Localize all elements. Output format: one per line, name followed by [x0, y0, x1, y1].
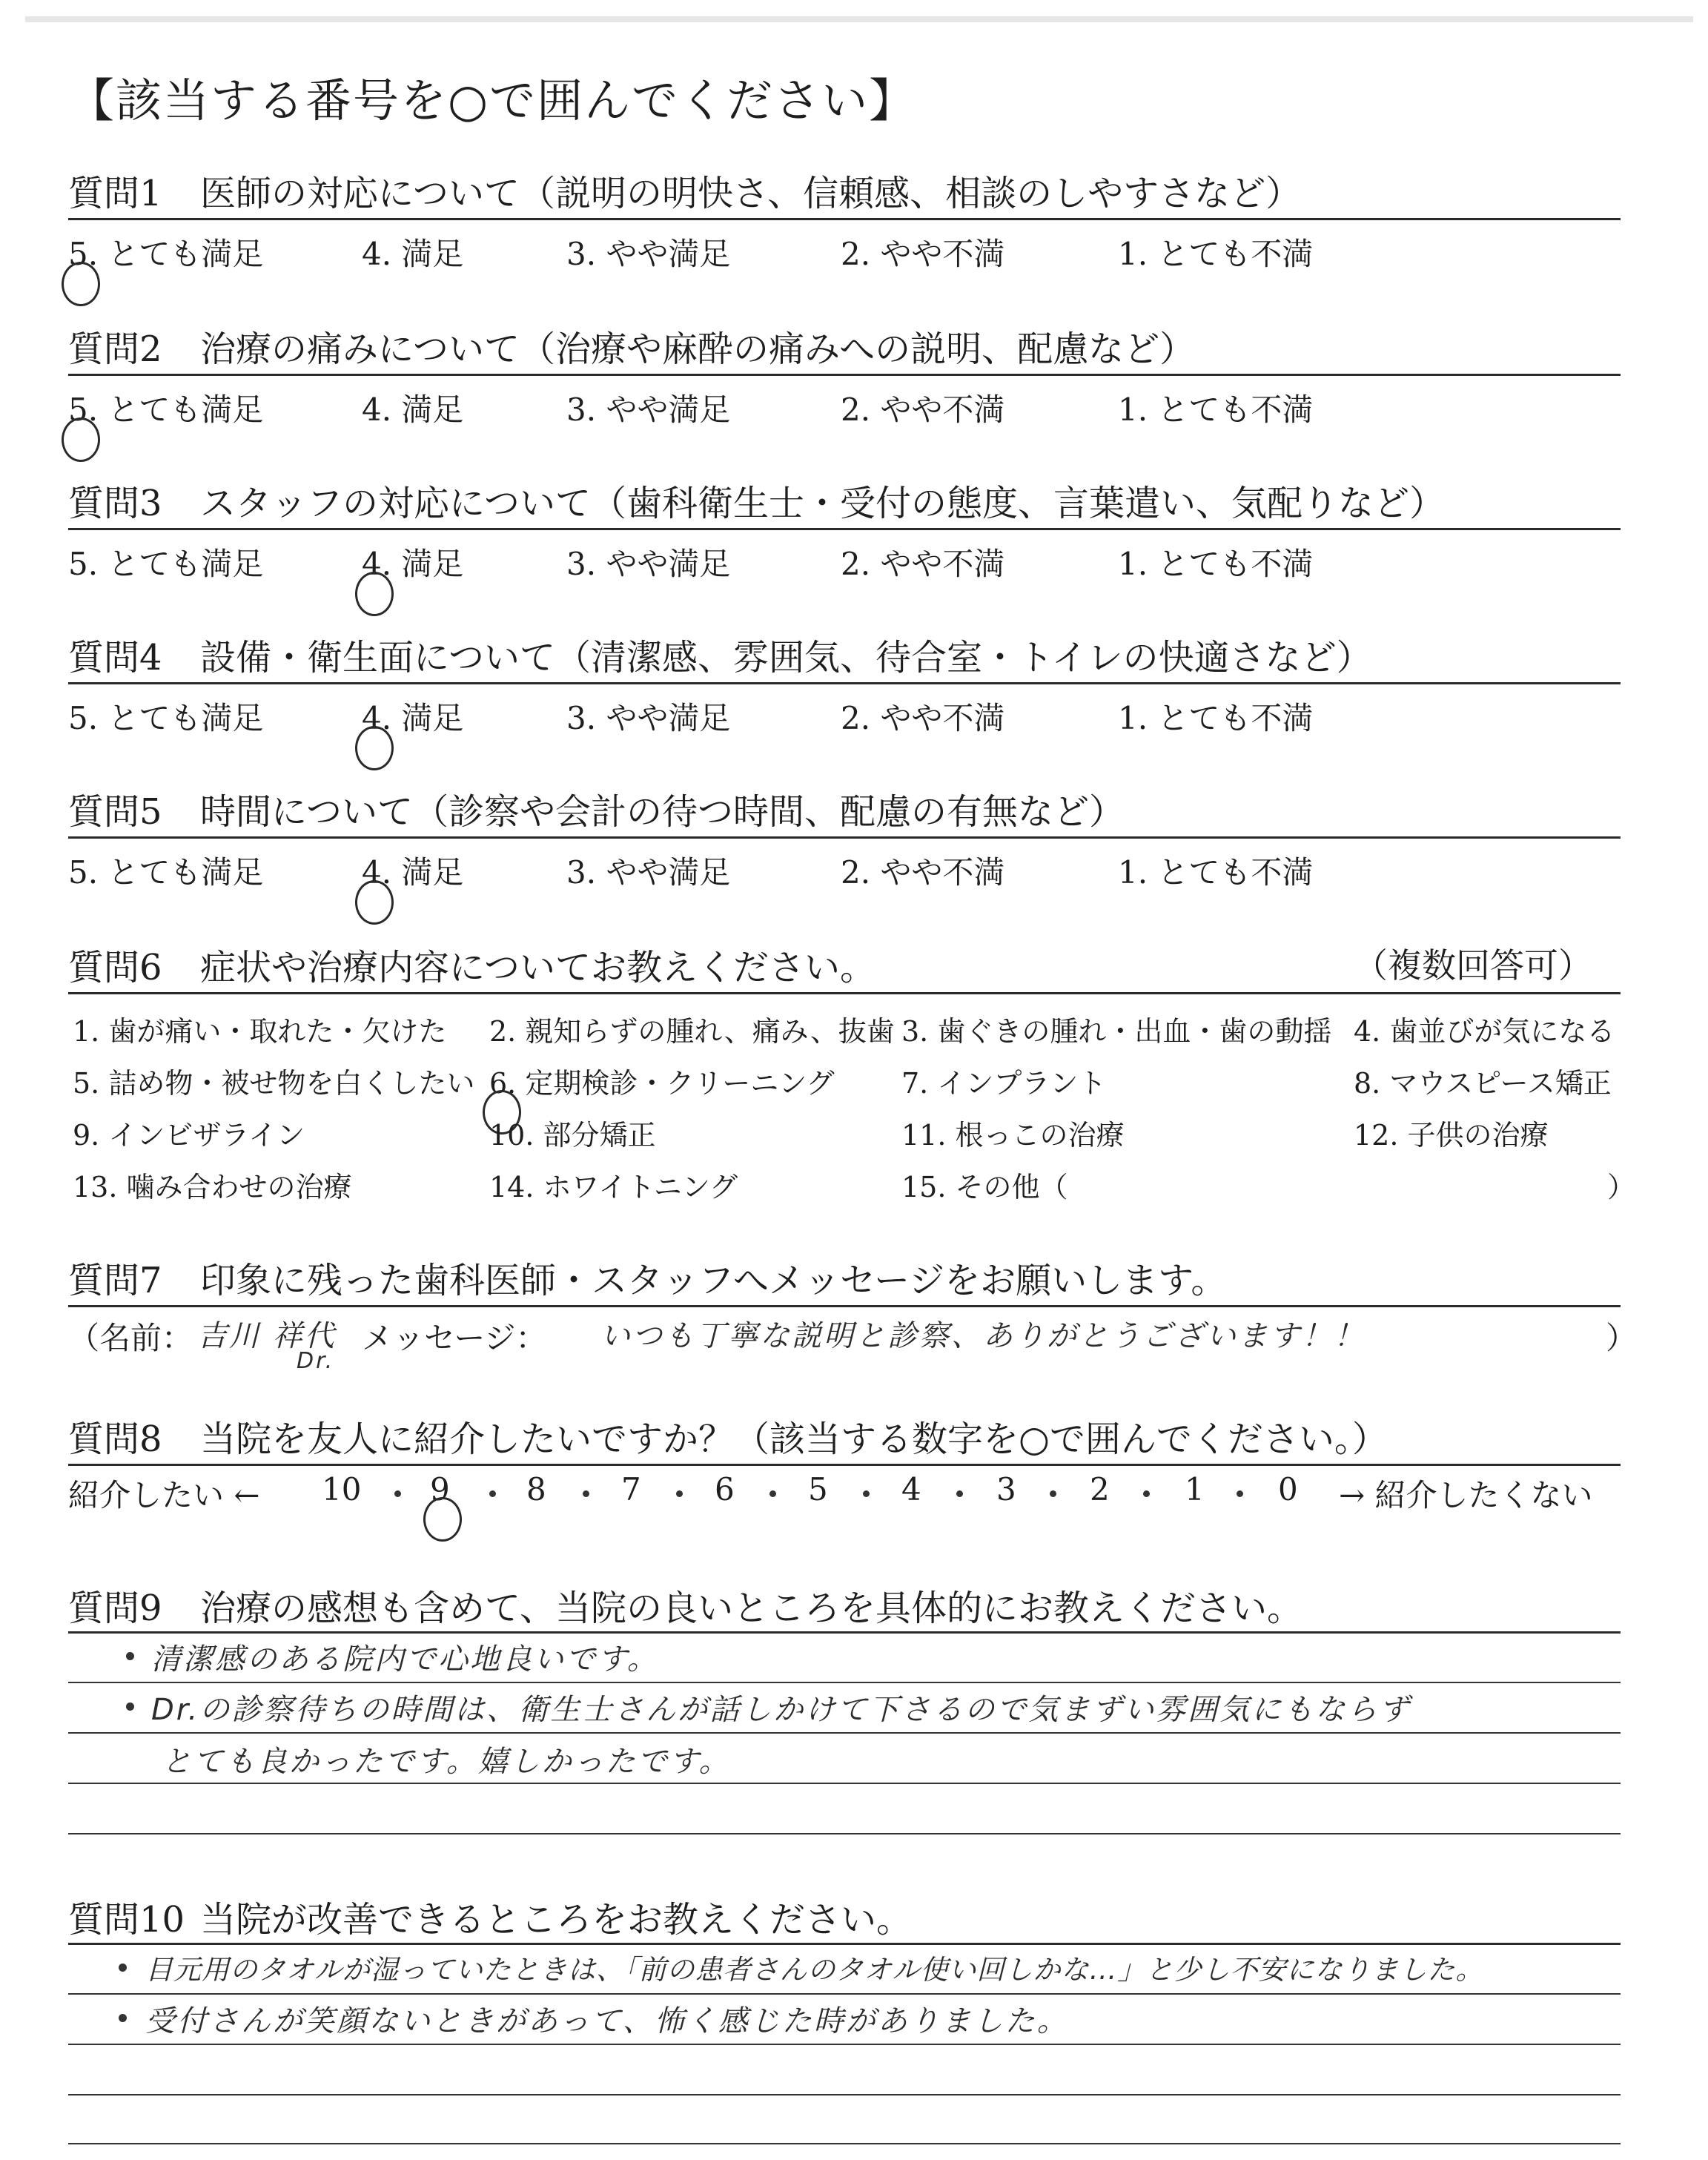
- q6-item-10[interactable]: 10. 部分矯正: [489, 1119, 656, 1152]
- q6-item-14[interactable]: 14. ホワイトニング: [489, 1171, 738, 1203]
- q9-answer-1[interactable]: 清潔感のある院内で心地良いです。: [151, 1642, 659, 1677]
- scale-1[interactable]: 1: [1185, 1471, 1205, 1507]
- answer-line: [68, 2094, 1621, 2095]
- page-title: 【該当する番号を○で囲んでください】: [68, 73, 917, 128]
- q6-item-11[interactable]: 11. 根っこの治療: [901, 1119, 1125, 1152]
- question-number: 質問3: [68, 483, 162, 524]
- question-3-heading: [68, 475, 1445, 526]
- question-number: 質問1: [68, 173, 162, 214]
- close-paren: ）: [1606, 1320, 1638, 1356]
- question-text: 治療の痛みについて（治療や麻酔の痛みへの説明、配慮など）: [200, 328, 1196, 370]
- question-number: 質問6: [68, 947, 162, 988]
- question-number: 質問10: [68, 1899, 185, 1941]
- question-text: 当院が改善できるところをお教えください。: [200, 1899, 913, 1941]
- q4-option-3[interactable]: 3. やや満足: [566, 700, 731, 736]
- q6-item-3[interactable]: 3. 歯ぐきの腫れ・出血・歯の動揺: [901, 1015, 1332, 1048]
- q3-option-5[interactable]: 5. とても満足: [68, 546, 264, 582]
- q1-option-1[interactable]: 1. とても不満: [1118, 236, 1314, 272]
- scale-3[interactable]: 3: [996, 1471, 1016, 1507]
- question-2-heading: [68, 320, 1195, 371]
- divider: [68, 992, 1621, 994]
- q6-item-15[interactable]: 15. その他（: [901, 1171, 1068, 1203]
- answer-line: [68, 2044, 1621, 2045]
- q5-option-1[interactable]: 1. とても不満: [1118, 854, 1314, 891]
- scale-separator: [1050, 1490, 1056, 1497]
- question-4-heading: [68, 629, 1372, 680]
- scale-separator: [1237, 1490, 1243, 1497]
- answer-line: [68, 1783, 1621, 1784]
- q6-item-4[interactable]: 4. 歯並びが気になる: [1354, 1015, 1615, 1048]
- q6-item-1[interactable]: 1. 歯が痛い・取れた・欠けた: [73, 1015, 447, 1048]
- bullet: [126, 1702, 134, 1711]
- question-number: 質問5: [68, 791, 162, 833]
- q4-option-2[interactable]: 2. やや不満: [841, 700, 1005, 736]
- question-number: 質問4: [68, 637, 162, 678]
- q9-answer-2[interactable]: Dr.の診察待ちの時間は、衛生士さんが話しかけて下さるので気まずい雰囲気にもならず: [151, 1693, 1411, 1727]
- divider: [68, 1943, 1621, 1945]
- question-number: 質問9: [68, 1588, 162, 1629]
- scale-10[interactable]: 10: [322, 1471, 362, 1507]
- q2-option-1[interactable]: 1. とても不満: [1118, 392, 1314, 428]
- q1-option-4[interactable]: 4. 満足: [362, 236, 464, 272]
- q6-item-6[interactable]: 6. 定期検診・クリーニング: [489, 1067, 835, 1100]
- q6-item-13[interactable]: 13. 噛み合わせの治療: [73, 1171, 352, 1203]
- q6-item-5[interactable]: 5. 詰め物・被せ物を白くしたい: [73, 1067, 475, 1100]
- scale-2[interactable]: 2: [1090, 1471, 1110, 1507]
- q6-item-8[interactable]: 8. マウスピース矯正: [1354, 1067, 1612, 1100]
- q5-option-2[interactable]: 2. やや不満: [841, 854, 1005, 891]
- divider: [68, 836, 1621, 839]
- question-5-heading: [68, 783, 1125, 834]
- answer-line: [68, 2143, 1621, 2144]
- question-number: 質問7: [68, 1260, 162, 1301]
- question-text: 当院を友人に紹介したいですか？（該当する数字を○で囲んでください。）: [200, 1418, 1388, 1460]
- q1-option-2[interactable]: 2. やや不満: [841, 236, 1005, 272]
- scale-7[interactable]: 7: [621, 1471, 641, 1507]
- q2-option-4[interactable]: 4. 満足: [362, 392, 464, 428]
- question-text: 治療の感想も含めて、当院の良いところを具体的にお教えください。: [200, 1588, 1303, 1629]
- q9-answer-3[interactable]: とても良かったです。嬉しかったです。: [162, 1745, 731, 1779]
- q5-option-5[interactable]: 5. とても満足: [68, 854, 264, 891]
- q5-option-3[interactable]: 3. やや満足: [566, 854, 731, 891]
- name-value[interactable]: 吉川 祥代: [197, 1319, 337, 1353]
- scale-4[interactable]: 4: [901, 1471, 921, 1507]
- q6-item-12[interactable]: 12. 子供の治療: [1354, 1119, 1549, 1152]
- question-text: 設備・衛生面について（清潔感、雰囲気、待合室・トイレの快適さなど）: [200, 637, 1372, 678]
- message-label: メッセージ：: [362, 1320, 547, 1356]
- scan-top-edge: [25, 16, 1693, 22]
- divider: [68, 1305, 1621, 1307]
- divider: [68, 374, 1621, 376]
- scale-separator: [489, 1490, 496, 1497]
- q1-option-3[interactable]: 3. やや満足: [566, 236, 731, 272]
- answer-line: [68, 1993, 1621, 1995]
- q3-option-4[interactable]: 4. 満足: [362, 546, 464, 582]
- scale-separator: [583, 1490, 589, 1497]
- divider: [68, 1464, 1621, 1466]
- q10-answer-1[interactable]: 目元用のタオルが湿っていたときは、「前の患者さんのタオル使い回しかな…」と少し不安になりました。: [145, 1954, 1484, 1986]
- name-label: （名前：: [68, 1320, 193, 1356]
- question-6-heading: [68, 939, 875, 990]
- scale-separator: [956, 1490, 963, 1497]
- q6-item-7[interactable]: 7. インプラント: [901, 1067, 1107, 1100]
- divider: [68, 682, 1621, 684]
- question-9-heading: [68, 1579, 1302, 1631]
- q3-option-1[interactable]: 1. とても不満: [1118, 546, 1314, 582]
- q10-answer-2[interactable]: 受付さんが笑顔ないときがあって、怖く感じた時がありました。: [145, 2004, 1069, 2038]
- name-note: Dr.: [297, 1348, 335, 1374]
- scale-separator: [769, 1490, 776, 1497]
- multiple-answers-note: （複数回答可）: [1354, 945, 1592, 985]
- q3-option-3[interactable]: 3. やや満足: [566, 546, 731, 582]
- scale-separator: [676, 1490, 683, 1497]
- q5-option-4[interactable]: 4. 満足: [362, 854, 464, 891]
- q6-item-9[interactable]: 9. インビザライン: [73, 1119, 305, 1152]
- q3-option-2[interactable]: 2. やや不満: [841, 546, 1005, 582]
- answer-line: [68, 1732, 1621, 1734]
- recommend-right-label: → 紹介したくない: [1339, 1477, 1593, 1513]
- question-10-heading: [68, 1891, 912, 1942]
- divider: [68, 1631, 1621, 1634]
- question-text: 時間について（診察や会計の待つ時間、配慮の有無など）: [200, 791, 1125, 833]
- bullet: [119, 1964, 127, 1972]
- answer-line: [68, 1833, 1621, 1834]
- question-text: 医師の対応について（説明の明快さ、信頼感、相談のしやすさなど）: [200, 173, 1302, 214]
- scale-5[interactable]: 5: [808, 1471, 828, 1507]
- question-text: 症状や治療内容についてお教えください。: [200, 947, 876, 988]
- q4-option-1[interactable]: 1. とても不満: [1118, 700, 1314, 736]
- divider: [68, 528, 1621, 530]
- q1-option-5[interactable]: 5. とても満足: [68, 236, 264, 272]
- answer-line: [68, 1682, 1621, 1683]
- message-value[interactable]: いつも丁寧な説明と診察、ありがとうございます！！: [600, 1319, 1366, 1353]
- q6-item-15-close: ）: [1607, 1171, 1636, 1203]
- scale-0[interactable]: 0: [1278, 1471, 1298, 1507]
- question-1-heading: [68, 165, 1301, 216]
- q6-item-2[interactable]: 2. 親知らずの腫れ、痛み、抜歯: [489, 1015, 895, 1048]
- scale-separator: [1143, 1490, 1150, 1497]
- q2-option-2[interactable]: 2. やや不満: [841, 392, 1005, 428]
- scale-9[interactable]: 9: [430, 1471, 450, 1507]
- scale-6[interactable]: 6: [715, 1471, 735, 1507]
- question-text: スタッフの対応について（歯科衛生士・受付の態度、言葉遣い、気配りなど）: [200, 483, 1446, 524]
- question-number: 質問2: [68, 328, 162, 370]
- bullet: [126, 1652, 134, 1660]
- question-7-heading: [68, 1252, 1226, 1303]
- q4-option-4[interactable]: 4. 満足: [362, 700, 464, 736]
- q2-option-3[interactable]: 3. やや満足: [566, 392, 731, 428]
- question-8-heading: [68, 1410, 1388, 1462]
- question-number: 質問8: [68, 1418, 162, 1460]
- scale-separator: [863, 1490, 870, 1497]
- recommend-left-label: 紹介したい ←: [68, 1477, 260, 1513]
- question-text: 印象に残った歯科医師・スタッフへメッセージをお願いします。: [200, 1260, 1227, 1301]
- scale-8[interactable]: 8: [526, 1471, 546, 1507]
- scale-separator: [394, 1490, 401, 1497]
- bullet: [119, 2014, 127, 2022]
- q2-option-5[interactable]: 5. とても満足: [68, 392, 264, 428]
- q4-option-5[interactable]: 5. とても満足: [68, 700, 264, 736]
- divider: [68, 218, 1621, 220]
